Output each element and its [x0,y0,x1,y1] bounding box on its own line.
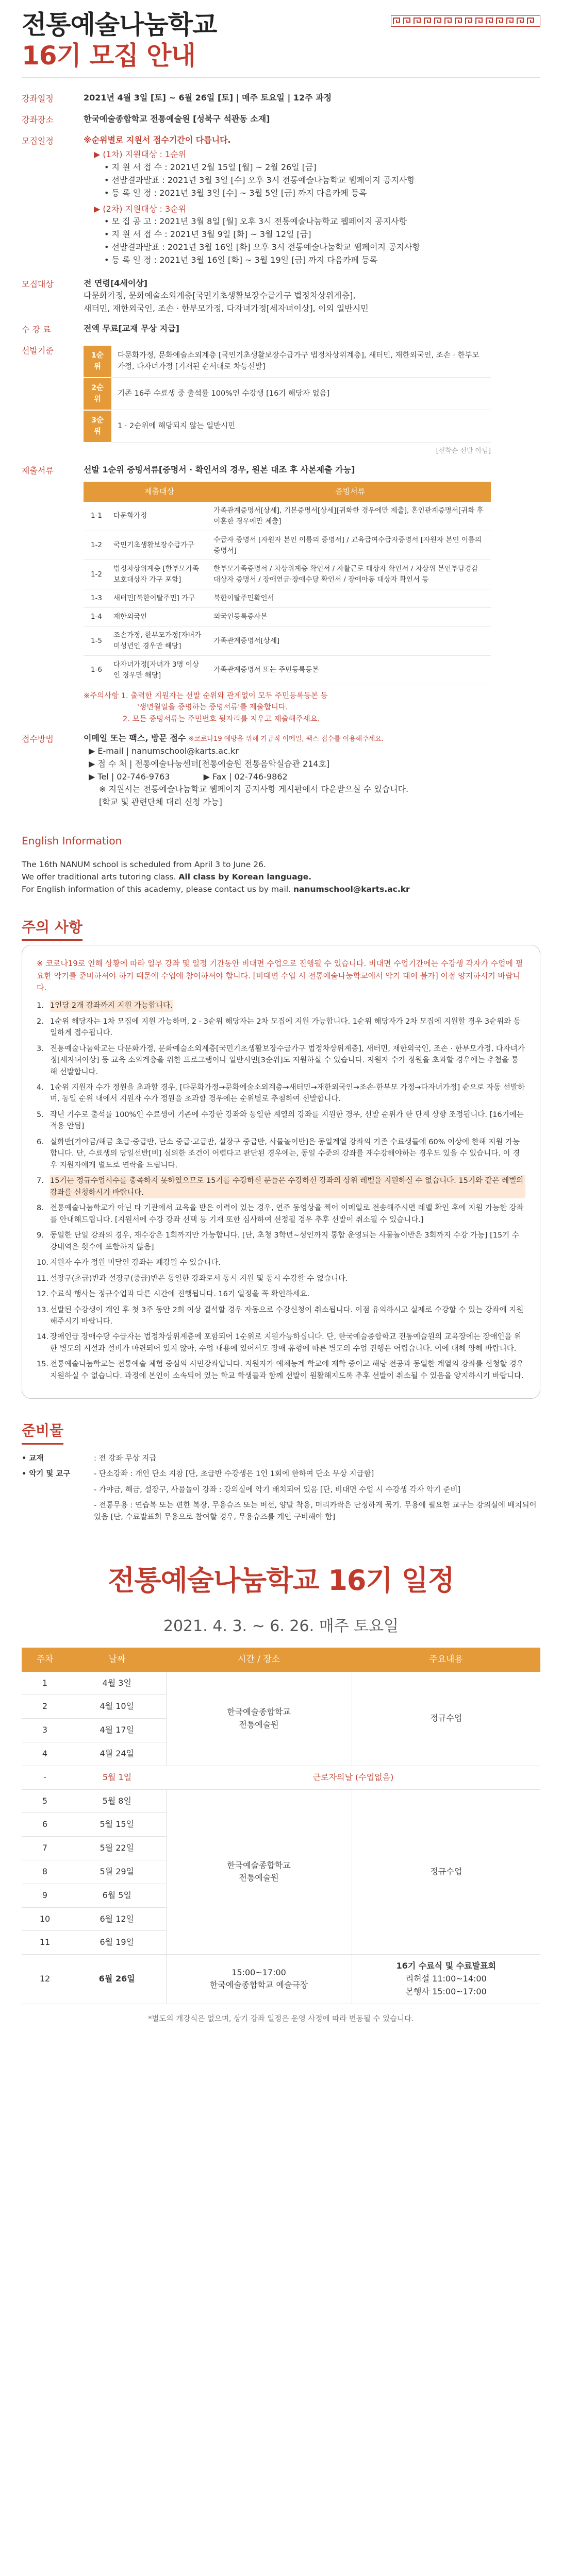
english-text-bold: All class by Korean language. [178,872,312,882]
schedule-head: 주요내용 [352,1648,540,1671]
target-label: 모집대상 [22,279,54,289]
info-section [0,78,562,1523]
english-heading: English Information [22,835,122,847]
docs-doc: 북한이탈주민확인서 [209,589,491,608]
schedule-row: 6 5월 15일 [22,1813,540,1837]
schedule-table [22,1648,540,2004]
english-email[interactable]: nanumschool@karts.ac.kr [293,885,410,894]
period-value: 2021년 4월 3일 [토] ~ 6월 26일 [토] | 매주 토요일 | 12주 과정 [84,93,332,103]
docs-num: 1-5 [84,626,109,656]
caution-item: 3. 전통예술나눔학교는 다문화가정, 문화예술소외계층[국민기초생활보장수급가구 법정차상위계층], 새터민, 재한외국인, 조손 · 한부모가정, 다자녀가정[세자녀이상] 등 교육 소외계층을 위한 프로그램이나 일반시민[3순위]도 지원하실 수 있습니다. 지원자 수가 정원을 초과할 경우에는 추첨을 통해 선발합니다. [37,1044,525,1076]
docs-head-target: 제출대상 [109,482,209,502]
venue-label: 강좌장소 [22,114,54,125]
supply-instrument: • 악기 및 교구 - 단소강좌 : 개인 단소 지참 [단, 초급반 수강생은 1인 1회에 한하여 단소 무상 지급함] [22,1470,374,1479]
criteria-row-item [84,410,491,443]
caution-item: 15. 전통예술나눔학교는 전통예술 체험 중심의 시민강좌입니다. 지원자가 예체능계 학교에 재학 중이고 해당 전공과 동일한 계열의 강좌를 신청할 경우 지원하실 수 없습니다. 과정에 본인이 소속되어 있는 학교 학생들과 함께 선발이 원활해지도록 추후 선발이 취소될 수 있음을 양지하시기 바랍니다. [37,1360,524,1380]
venue-row [22,109,540,130]
schedule-title: 전통예술나눔학교 16기 일정 [108,1564,454,1597]
docs-target: 새터민[북한이탈주민] 가구 [109,589,209,608]
period-row [22,88,540,109]
schedule-place: 한국예술종합학교 전통예술원 [166,1789,352,1955]
supply-dance: - 전통무용 : 연습복 또는 편한 복장, 무용슈즈 또는 버선, 양말 착용, 머리카락은 단정하게 묶기. 무용에 필요한 교구는 강의실에 배치되어 있음 [단, 수료발표회 무용으로 참여할 경우, 무용슈즈를 개인 구비해야 함] [94,1501,537,1521]
apply-note: ※ 지원서는 전통예술나눔학교 웹페이지 공지사항 게시판에서 다운받으실 수 있습니다. [99,784,409,794]
round1-block [84,148,540,199]
docs-target: 재한외국인 [109,608,209,626]
cautions-lead: ※ 코로나19로 인해 상황에 따라 일부 강좌 및 일정 기간동안 비대면 수업으로 진행될 수 있습니다. 비대면 수업기간에는 수강생 각자가 수업에 필요한 악기를 준비하셔야 하기 때문에 수업에 참여하셔야 합니다. [비대면 수업 시 전통예술나눔학교에서 악기 대여 불가] 이점 양지하시기 바랍니다. [37,959,523,992]
docs-row-item [84,608,491,626]
round1-line: • 지 원 서 접 수 : 2021년 2월 15일 [월] ~ 2월 26일 [금] [104,162,317,173]
caution-item: 9. 동일한 단일 강좌의 경우, 재수강은 1회까지만 가능합니다. [단, 초청 3학년~성인까지 통합 운영되는 사물놀이반은 3회까지 수강 가능] [15기 수강내역은 횟수에 포함하지 않음] [37,1231,519,1251]
apply-label: 접수방법 [22,734,54,744]
criteria-row [22,340,540,460]
criteria-rank: 3순위 [84,410,111,443]
english-line: The 16th NANUM school is scheduled from April 3 to June 26. [22,860,266,869]
page-subtitle: 16기 모집 안내 [22,41,195,71]
criteria-rank: 2순위 [84,378,111,410]
recruit-row [22,130,540,274]
criteria-text: 기존 16주 수료생 중 출석률 100%인 수강생 [16기 해당자 없음] [111,378,491,410]
docs-num: 1-3 [84,589,109,608]
final-content: 16기 수료식 및 수료발표회 리허설 11:00~14:00 본행사 15:00~17:00 [352,1955,540,2004]
round1-head: ▶ (1차) 지원대상 : 1순위 [94,149,187,160]
schedule-head: 주차 [22,1648,68,1671]
docs-row-item [84,589,491,608]
greek-key-ornament [391,15,540,27]
supplies-title: 준비물 [22,1419,63,1444]
caution-item: 12. 수료식 행사는 정규수업과 다른 시간에 진행됩니다. 16기 일정을 꼭 확인하세요. [37,1290,310,1299]
criteria-row-item [84,346,491,378]
visit-line: ▶ 접 수 처 | 전통예술나눔센터[전통예술원 전통음악실습관 214호] [89,758,330,769]
docs-target: 다문화가정 [109,502,209,531]
docs-note: ※주의사항 1. 출력한 지원자는 선발 순위와 관계없이 모두 주민등록등본 등 [84,691,328,700]
apply-note: [학교 및 관련단체 대리 신청 가능] [99,797,222,807]
round1-line: • 선발결과발표 : 2021년 3월 3일 [수] 오후 3시 전통예술나눔학교 웹페이지 공지사항 [104,175,415,185]
schedule-head: 날짜 [68,1648,166,1671]
caution-item: 8. 전통예술나눔학교가 아닌 타 기관에서 교육을 받은 이력이 있는 경우, 연주 동영상을 찍어 이메일로 전송해주시면 레벨 확인 후에 지원 가능한 강좌를 안내해드립니다. [지원서에 수강 강좌 선택 등 기재 또한 심사하여 선정될 경우 추후 선발이 취소될 수 있습니다.] [37,1204,524,1224]
caution-item: 7. 15기는 정규수업시수를 충족하지 못하였으므로 15기를 수강하신 분들은 수강하신 강좌의 상위 레벨을 지원하실 수 없습니다. 15기와 같은 레벨의 강좌를 신청하시기 바랍니다. [37,1175,525,1198]
docs-target: 국민기초생활보장수급가구 [109,531,209,560]
criteria-text: 다문화가정, 문화예술소외계층 [국민기초생활보장수급가구 법정차상위계층], 새터민, 재한외국인, 조손 · 한부모가정, 다자녀가정 [기재된 순서대로 차등선발] [111,346,491,378]
cautions-box [22,945,540,1399]
docs-target: 법정차상위계층 [한부모가족 보호대상자 가구 포함] [109,560,209,589]
docs-doc: 외국인등록증사본 [209,608,491,626]
cautions-title: 주의 사항 [22,916,82,941]
caution-item: 10. 지원자 수가 정원 미달인 강좌는 폐강될 수 있습니다. [37,1259,221,1267]
schedule-row: 2 4월 10일 [22,1695,540,1719]
round2-block [84,203,540,267]
criteria-label: 선발기준 [22,345,54,355]
recruit-label: 모집일정 [22,135,54,146]
schedule-content: 정규수업 [352,1672,540,1766]
english-line [22,883,540,895]
docs-num: 1-4 [84,608,109,626]
schedule-content: 정규수업 [352,1789,540,1955]
caution-item: 13. 선발된 수강생이 개인 후 첫 3주 동안 2회 이상 결석할 경우 자동으로 수강신청이 취소됩니다. 이점 유의하시고 실제로 수강할 수 있는 강좌에 지원해주시기 바랍니다. [37,1306,524,1326]
docs-doc: 가족관계증명서 또는 주민등록등본 [209,655,491,685]
criteria-row-item [84,378,491,410]
docs-num: 1-1 [84,502,109,531]
supply-instrument-sub: - 가야금, 해금, 설장구, 사물놀이 강좌 : 강의실에 악기 배치되어 있음 [단, 비대면 수업 시 수강생 각자 악기 준비] [94,1485,461,1494]
round2-line: • 선발결과발표 : 2021년 3월 16일 [화] 오후 3시 전통예술나눔학교 웹페이지 공지사항 [104,242,420,252]
docs-head-doc: 증빙서류 [209,482,491,502]
schedule-row: 4 4월 24일 [22,1742,540,1766]
round1-line: • 등 록 일 정 : 2021년 3월 3일 [수] ~ 3월 5일 [금] 까지 다음카페 등록 [104,188,367,198]
header [0,0,562,77]
docs-lead: 선발 1순위 증빙서류[증명서 · 확인서의 경우, 원본 대조 후 사본제출 가능] [84,464,355,474]
final-place: 15:00~17:00 한국예술종합학교 예술극장 [166,1955,352,2004]
target-line: 새터민, 재한외국인, 조손 · 한부모가정, 다자녀가정[세자녀이상], 이외 일반시민 [84,303,369,314]
recruit-note: ※순위별로 지원서 접수기간이 다릅니다. [84,134,231,145]
apply-lead: 이메일 또는 팩스, 방문 접수 [84,733,186,743]
criteria-text: 1 · 2순위에 해당되지 않는 일반시민 [111,410,491,443]
schedule-subtitle: 2021. 4. 3. ~ 6. 26. 매주 토요일 [163,1617,399,1635]
tel-line: ▶ Tel | 02-746-9763 [89,771,170,782]
schedule-row-holiday: - 5월 1일 근로자의날 (수업없음) [22,1766,540,1789]
schedule-row: 3 4월 17일 [22,1719,540,1742]
docs-num: 1-2 [84,531,109,560]
schedule-place: 한국예술종합학교 전통예술원 [166,1672,352,1766]
schedule-row: 10 6월 12일 [22,1907,540,1931]
fee-label: 수 강 료 [22,324,51,334]
holiday-label: 근로자의날 (수업없음) [166,1766,540,1789]
docs-num: 1-2 [84,560,109,589]
fax-line: ▶ Fax | 02-746-9862 [203,771,288,782]
caution-item: 6. 실화반[가야금/해금 초급·중급반, 단소 중급·고급반, 설장구 중급반, 사물놀이반]은 동일계열 강좌의 기존 수료생들에 60% 이상에 한해 지원 가능합니다. 단, 수료생의 당일선반[비] 심의한 조건이 어렵다고 판단된 경우에는, 동일 수준의 강좌를 재수강해야하는 경우도 있을 수 있습니다. 이 경우 지원자에게 별도로 연락을 드립니다. [37,1138,520,1170]
fee-value: 전액 무료[교재 무상 지급] [84,323,179,333]
docs-row-item [84,560,491,589]
schedule-row: 11 6월 19일 [22,1931,540,1955]
criteria-rank: 1순위 [84,346,111,378]
period-label: 강좌일정 [22,94,54,104]
fee-row [22,319,540,340]
round2-line: • 등 록 일 정 : 2021년 3월 16일 [화] ~ 3월 19일 [금] 까지 다음카페 등록 [104,255,378,265]
criteria-note: [선착순 선발 아님] [436,447,491,455]
schedule-row-final: 12 6월 26일 15:00~17:00 한국예술종합학교 예술극장 16기 수료식 및 수료발표회 리허설 11:00~14:00 본행사 15:00~17:00 [22,1955,540,2004]
venue-value: 한국예술종합학교 전통예술원 [성북구 석관동 소재] [84,113,270,124]
supplies-list [22,1453,540,1523]
docs-doc: 가족관계증명서[상세] [209,626,491,656]
tel-fax-line [89,771,540,784]
docs-doc: 한부모가족증명서 / 차상위계층 확인서 / 자활근로 대상자 확인서 / 차상위 본인부담경감 대상자 증명서 / 장애연금·장애수당 확인서 / 장애아동 대상자 확인서 등 [209,560,491,589]
schedule-row: 9 6월 5일 [22,1884,540,1907]
docs-note: '생년월일을 증명하는 증명서류'를 제출합니다. [137,703,288,712]
apply-row [22,728,540,812]
round2-head: ▶ (2차) 지원대상 : 3순위 [94,204,187,214]
docs-target: 조손가정, 한부모가정[자녀가 미성년인 경우만 해당] [109,626,209,656]
docs-num: 1-6 [84,655,109,685]
docs-table [84,482,491,685]
target-line: 전 연령[4세이상] [84,278,148,288]
docs-notes [84,690,540,725]
docs-row-item [84,531,491,560]
caution-item: 5. 작년 기수로 출석률 100%인 수료생이 기존에 수강한 강좌와 동일한 계열의 강좌를 지원한 경우, 선발 순위가 한 단계 상향 조정됩니다. [16기에는 적용 안됨] [37,1110,524,1131]
english-info [22,833,540,895]
schedule-row: 5 5월 8일 한국예술종합학교 전통예술원 정규수업 [22,1789,540,1813]
docs-row-item [84,502,491,531]
docs-doc: 가족관계증명서[상세], 기본증명서[상세][귀화한 경우에만 제출], 혼인관계증명서[귀화 후 이혼한 경우에만 제출] [209,502,491,531]
docs-row-item [84,626,491,656]
caution-item: 2. 1순위 해당자는 1차 모집에 지원 가능하며, 2 · 3순위 해당자는 2차 모집에 지원 가능합니다. 1순위 해당자가 2차 모집에 지원할 경우 3순위와 동일하게 접수됩니다. [37,1017,521,1038]
caution-item: 14. 장애인급 장애수당 수급자는 법정차상위계층에 포함되어 1순위로 지원가능하십니다. 단, 한국예술종합학교 전통예술원의 교육장에는 장애인을 위한 별도의 시설과 설비가 마련되어 있지 않아, 수업 내용에 있어서도 장애 유형에 따른 별도의 수업 진행은 어렵습니다. 이에 대해 양해 바랍니다. [37,1333,522,1353]
target-line: 다문화가정, 문화예술소외계층[국민기초생활보장수급가구 법정차상위계층], [84,291,356,301]
round2-line: • 모 집 공 고 : 2021년 3월 8일 [월] 오후 3시 전통예술나눔학교 웹페이지 공지사항 [104,216,407,227]
english-text: We offer traditional arts tutoring class. [22,872,179,882]
docs-label: 제출서류 [22,465,54,476]
target-row [22,274,540,319]
caution-item: 11. 설장구(초급)반과 설장구(중급)반은 동일한 강좌로서 동시 지원 및 동시 수강할 수 없습니다. [37,1274,348,1283]
schedule-row: 1 4월 3일 한국예술종합학교 전통예술원 정규수업 [22,1672,540,1695]
schedule-head: 시간 / 장소 [166,1648,352,1671]
caution-item: 4. 1순위 지원자 수가 정원을 초과할 경우, [다문화가정→문화예술소외계층→새터민→재한외국인→조손·한부모 가정→다자녀가정] 순으로 자동 선발하며, 동일 순위 내에서 지원자 수가 정원을 초과할 경우에는 순위별로 추첨하여 선발합니다. [37,1083,525,1104]
schedule-row: 7 5월 22일 [22,1837,540,1860]
docs-doc: 수급자 증명서 [자원자 본인 이름의 증명서] / 교육급여수급자증명서 [자원자 본인 이름의 증명서] [209,531,491,560]
supply-book: • 교재 : 전 강좌 무상 지급 [22,1454,157,1463]
caution-item: 1. 1인당 2개 강좌까지 지원 가능합니다. [37,1000,525,1011]
apply-lead-note: ※코로나19 예방을 위해 가급적 이메일, 팩스 접수를 이용해주세요. [188,735,384,743]
schedule-row: 8 5월 29일 [22,1860,540,1884]
page-title: 전통예술나눔학교 [22,10,217,40]
english-line [22,871,540,883]
docs-row [22,460,540,729]
criteria-table [84,346,491,443]
docs-row-item [84,655,491,685]
docs-target: 다자녀가정[자녀가 3명 이상인 경우만 해당] [109,655,209,685]
email-line[interactable]: ▶ E-mail | nanumschool@karts.ac.kr [89,746,239,756]
schedule-footnote: *별도의 개강식은 없으며, 상기 강좌 일정은 운영 사정에 따라 변동될 수 있습니다. [148,2014,414,2023]
docs-note: 2. 모든 증빙서류는 주민번호 뒷자리를 지우고 제출해주세요. [123,715,320,723]
english-text: For English information of this academy, please contact us by mail. [22,885,293,894]
round2-line: • 지 원 서 접 수 : 2021년 3월 9일 [화] ~ 3월 12일 [금] [104,229,311,240]
